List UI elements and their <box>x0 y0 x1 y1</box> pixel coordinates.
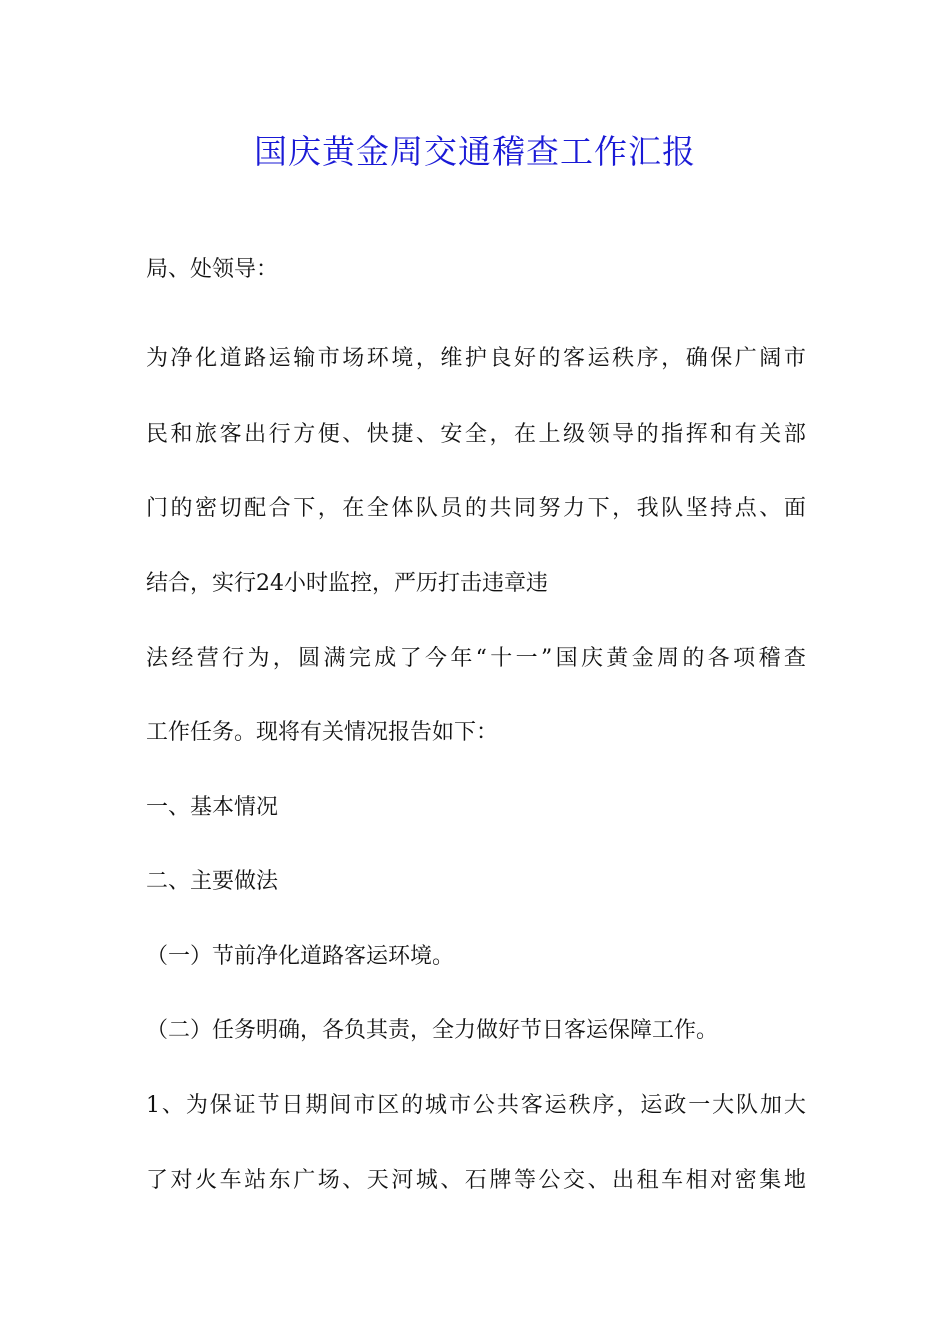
document-title: 国庆黄金周交通稽查工作汇报 <box>254 132 696 171</box>
salutation-line: 局、处领导： <box>146 257 279 282</box>
body-line: 民 和 旅 客 出 行 方 便 、 快 捷 、 安 全 ， 在 上 级 领 导 的 指 挥 和 有 关 部 <box>146 422 806 447</box>
subsection-heading: （二）任务明确，各负其责，全力做好节日客运保障工作。 <box>146 1018 719 1043</box>
body-line: 1 、 为 保 证 节 日 期 间 市 区 的 城 市 公 共 客 运 秩 序 ， 运 政 一 大 队 加 大 <box>146 1093 806 1118</box>
body-line: 结合，实行24小时监控，严历打击违章违 <box>146 571 548 596</box>
body-line: 法 经 营 行 为 ， 圆 满 完 成 了 今 年 “ 十 一 ” 国 庆 黄 金 周 的 各 项 稽 查 <box>146 646 806 671</box>
section-heading: 一、基本情况 <box>146 795 279 820</box>
body-line: 为 净 化 道 路 运 输 市 场 环 境 ， 维 护 良 好 的 客 运 秩 序 ， 确 保 广 阔 市 <box>146 346 806 371</box>
body-line: 工作任务。现将有关情况报告如下： <box>146 720 499 745</box>
subsection-heading: （一）节前净化道路客运环境。 <box>146 944 455 969</box>
section-heading: 二、主要做法 <box>146 869 279 894</box>
body-line: 门 的 密 切 配 合 下 ， 在 全 体 队 员 的 共 同 努 力 下 ， 我 队 坚 持 点 、 面 <box>146 496 806 521</box>
body-line: 了 对 火 车 站 东 广 场 、 天 河 城 、 石 牌 等 公 交 、 出 租 车 相 对 密 集 地 <box>146 1168 806 1193</box>
